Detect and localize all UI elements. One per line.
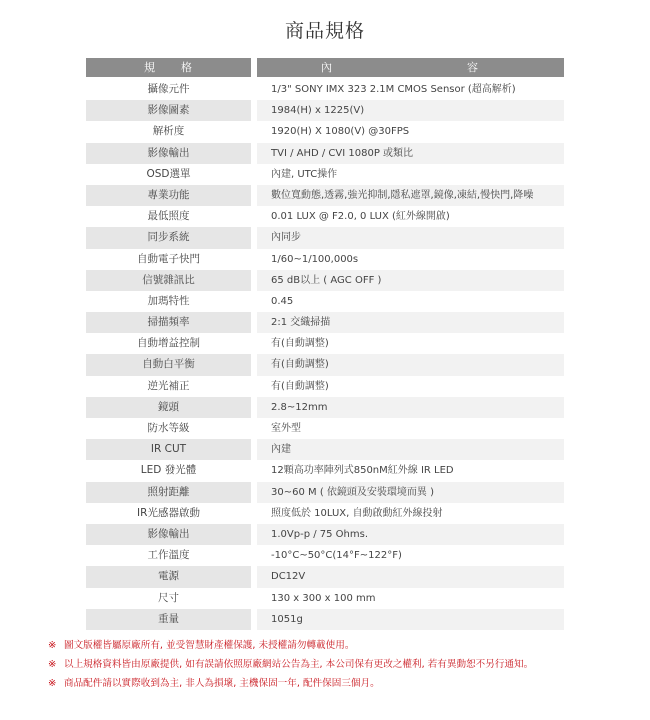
spec-label: 自動白平衡 <box>86 354 251 375</box>
spec-label: 解析度 <box>152 125 185 138</box>
spec-value: 內建 <box>257 439 564 460</box>
spec-value: 內建, UTC操作 <box>271 168 338 180</box>
spec-row <box>86 270 564 291</box>
spec-row <box>86 503 564 524</box>
spec-value: 0.01 LUX @ F2.0, 0 LUX (紅外線開啟) <box>271 211 450 223</box>
spec-row <box>86 206 564 227</box>
spec-label: OSD選單 <box>146 167 191 180</box>
spec-row <box>86 588 564 609</box>
spec-label: 工作溫度 <box>147 549 190 562</box>
spec-table-header <box>86 58 564 77</box>
spec-value: 12顆高功率陣列式850nM紅外線 IR LED <box>271 465 454 477</box>
spec-value: 1/60~1/100,000s <box>271 253 359 265</box>
note-item <box>48 655 628 674</box>
spec-label: 影像圖素 <box>86 100 251 121</box>
header-spec-column <box>86 58 251 77</box>
spec-row <box>86 397 564 418</box>
spec-value: 照度低於 10LUX, 自動啟動紅外線投射 <box>271 507 443 519</box>
spec-value: 2.8~12mm <box>257 397 564 418</box>
spec-label: 信號雜訊比 <box>86 270 251 291</box>
spec-label: IR光感器啟動 <box>137 506 200 519</box>
note-text: 商品配件請以實際收到為主, 非人為損壞, 主機保固一年, 配件保固三個月。 <box>64 678 380 689</box>
spec-row <box>86 79 564 100</box>
spec-row <box>86 227 564 248</box>
spec-label: 電源 <box>86 566 251 587</box>
spec-label: 攝像元件 <box>147 83 190 95</box>
notes <box>48 636 628 693</box>
spec-label: 照射距離 <box>86 482 251 503</box>
spec-table <box>86 58 564 630</box>
note-item <box>48 636 628 655</box>
spec-value: 室外型 <box>271 423 301 434</box>
spec-label: 專業功能 <box>86 185 251 206</box>
spec-value: 有(自動調整) <box>271 380 329 392</box>
spec-value: DC12V <box>257 566 564 587</box>
spec-value: 1920(H) X 1080(V) @30FPS <box>271 126 410 138</box>
spec-row <box>86 121 564 142</box>
spec-row <box>86 609 564 630</box>
spec-label: 重量 <box>86 609 251 630</box>
header-content-column <box>257 58 564 77</box>
spec-value: 有(自動調整) <box>271 338 329 350</box>
spec-row <box>86 143 564 164</box>
spec-value: 有(自動調整) <box>257 354 564 375</box>
header-content-char-1: 內 <box>321 61 333 74</box>
spec-value: 數位寬動態,透霧,強光抑制,隱私遮罩,鏡像,凍結,慢快門,降噪 <box>257 185 564 206</box>
note-mark: ※ <box>48 659 57 670</box>
note-mark: ※ <box>48 678 57 689</box>
spec-label: LED 發光體 <box>140 464 197 477</box>
spec-row <box>86 100 564 121</box>
spec-label: 尺寸 <box>158 591 179 604</box>
spec-value: TVI / AHD / CVI 1080P 或類比 <box>257 143 564 164</box>
spec-value: -10°C~50°C(14°F~122°F) <box>271 550 402 562</box>
page-title: 商品規格 <box>284 20 365 42</box>
spec-value: 65 dB以上 ( AGC OFF ) <box>257 270 564 291</box>
spec-label: 逆光補正 <box>147 379 190 392</box>
spec-value: 0.45 <box>271 295 294 307</box>
spec-row <box>86 376 564 397</box>
spec-row <box>86 291 564 312</box>
spec-row <box>86 164 564 185</box>
note-text: 圖文版權皆屬原廠所有, 並受智慧財產權保護, 未授權請勿轉載使用。 <box>64 640 355 651</box>
spec-label: 影像輸出 <box>86 524 251 545</box>
spec-row <box>86 354 564 375</box>
spec-value: 1/3" SONY IMX 323 2.1M CMOS Sensor (超高解析) <box>271 84 516 95</box>
spec-label: 最低照度 <box>147 210 190 223</box>
spec-label: IR CUT <box>86 439 251 460</box>
spec-label: 自動電子快門 <box>137 252 200 265</box>
spec-label: 同步系統 <box>86 227 251 248</box>
spec-value: 130 x 300 x 100 mm <box>271 592 376 604</box>
spec-label: 自動增益控制 <box>137 337 200 350</box>
spec-row <box>86 185 564 206</box>
spec-row <box>86 545 564 566</box>
note-text: 以上規格資料皆由原廠提供, 如有誤請依照原廠網站公告為主, 本公司保有更改之權利, 若有異動恕不另行通知。 <box>64 659 534 670</box>
spec-value: 30~60 M ( 依鏡頭及安裝環境而異 ) <box>257 482 564 503</box>
spec-row <box>86 439 564 460</box>
spec-label: 加瑪特性 <box>147 294 190 307</box>
spec-row <box>86 566 564 587</box>
spec-value: 1.0Vp-p / 75 Ohms. <box>257 524 564 545</box>
spec-row <box>86 460 564 481</box>
header-content-char-2: 容 <box>467 61 479 74</box>
note-item <box>48 674 628 693</box>
spec-value: 2:1 交織掃描 <box>257 312 564 333</box>
spec-row <box>86 249 564 270</box>
spec-row <box>86 312 564 333</box>
spec-label: 鏡頭 <box>86 397 251 418</box>
spec-row <box>86 482 564 503</box>
spec-value: 1984(H) x 1225(V) <box>257 100 564 121</box>
spec-value: 1051g <box>257 609 564 630</box>
spec-label: 影像輸出 <box>86 143 251 164</box>
note-mark: ※ <box>48 640 57 651</box>
spec-value: 內同步 <box>257 227 564 248</box>
header-spec-char-1: 規 <box>144 61 156 74</box>
spec-row <box>86 524 564 545</box>
spec-label: 防水等級 <box>147 422 190 434</box>
spec-label: 掃描頻率 <box>86 312 251 333</box>
header-spec-char-2: 格 <box>181 61 193 74</box>
spec-row <box>86 418 564 439</box>
spec-row <box>86 333 564 354</box>
spec-rows <box>86 79 564 630</box>
